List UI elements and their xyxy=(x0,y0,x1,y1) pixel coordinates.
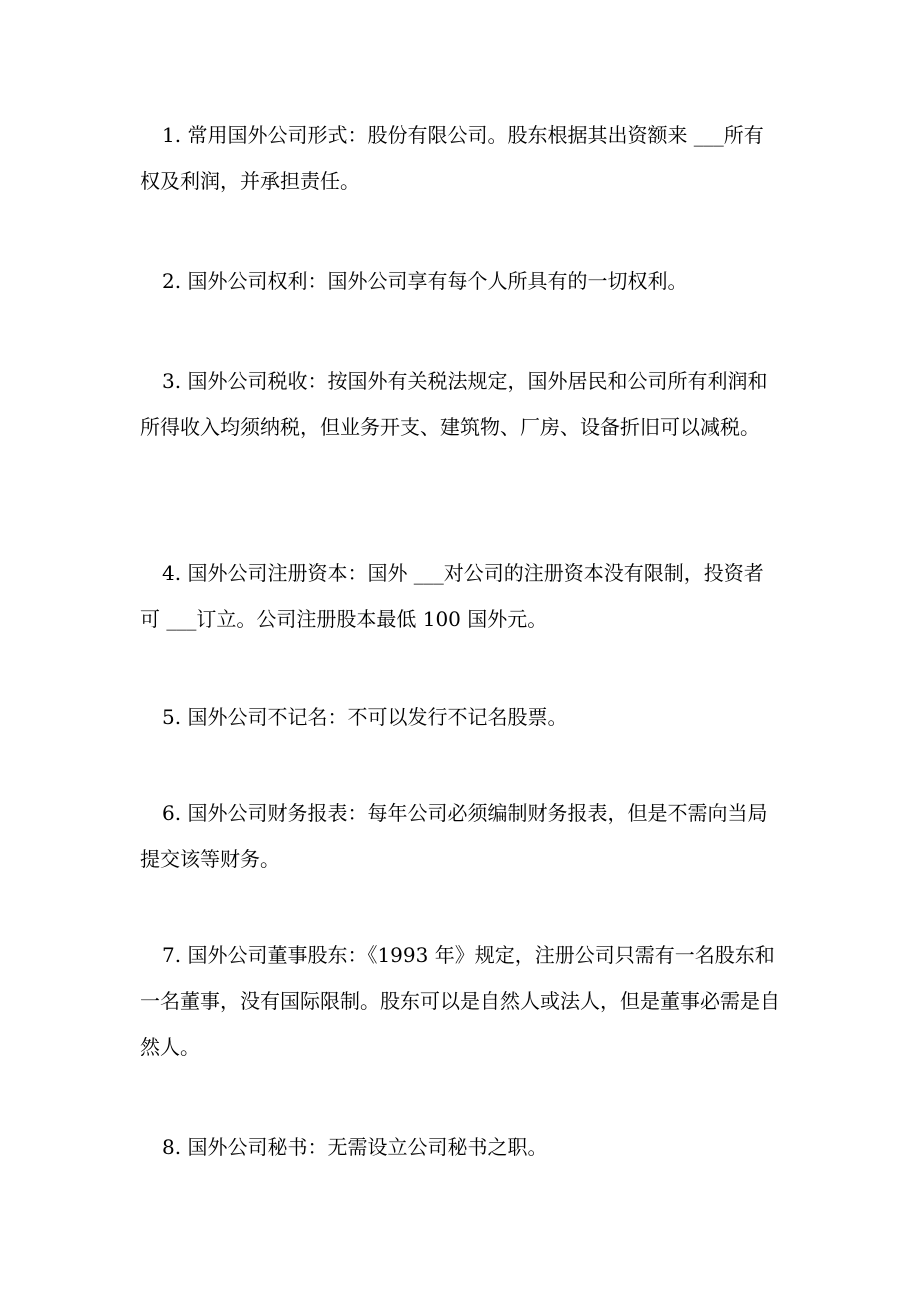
list-item-7-text: 7. 国外公司董事股东：《1993 年》规定，注册公司只需有一名股东和一名董事，没有国际限制。股东可以是自然人或法人，但是董事必需是自然人。 xyxy=(140,943,780,1059)
list-item-7 xyxy=(140,932,782,1070)
list-item-1-text: 1. 常用国外公司形式：股份有限公司。股东根据其出资额来 ___所有权及利润，并承担责任。 xyxy=(140,123,764,193)
list-item-5-text: 5. 国外公司不记名：不可以发行不记名股票。 xyxy=(162,705,568,729)
list-item-8 xyxy=(140,1124,782,1170)
list-item-6 xyxy=(140,790,782,882)
list-item-5 xyxy=(140,694,782,740)
list-item-6-text: 6. 国外公司财务报表：每年公司必须编制财务报表，但是不需向当局提交该等财务。 xyxy=(140,801,768,871)
list-item-4-text: 4. 国外公司注册资本：国外 ___对公司的注册资本没有限制，投资者可 ___订立。公司注册股本最低 100 国外元。 xyxy=(140,561,764,631)
list-item-2 xyxy=(140,258,782,304)
list-item-2-text: 2. 国外公司权利：国外公司享有每个人所具有的一切权利。 xyxy=(162,269,688,293)
list-item-4 xyxy=(140,550,782,642)
list-item-3-text: 3. 国外公司税收：按国外有关税法规定，国外居民和公司所有利润和所得收入均须纳税，但业务开支、建筑物、厂房、设备折旧可以减税。 xyxy=(140,369,768,439)
list-item-3 xyxy=(140,358,782,450)
list-item-1 xyxy=(140,112,782,204)
list-item-8-text: 8. 国外公司秘书：无需设立公司秘书之职。 xyxy=(162,1135,548,1159)
